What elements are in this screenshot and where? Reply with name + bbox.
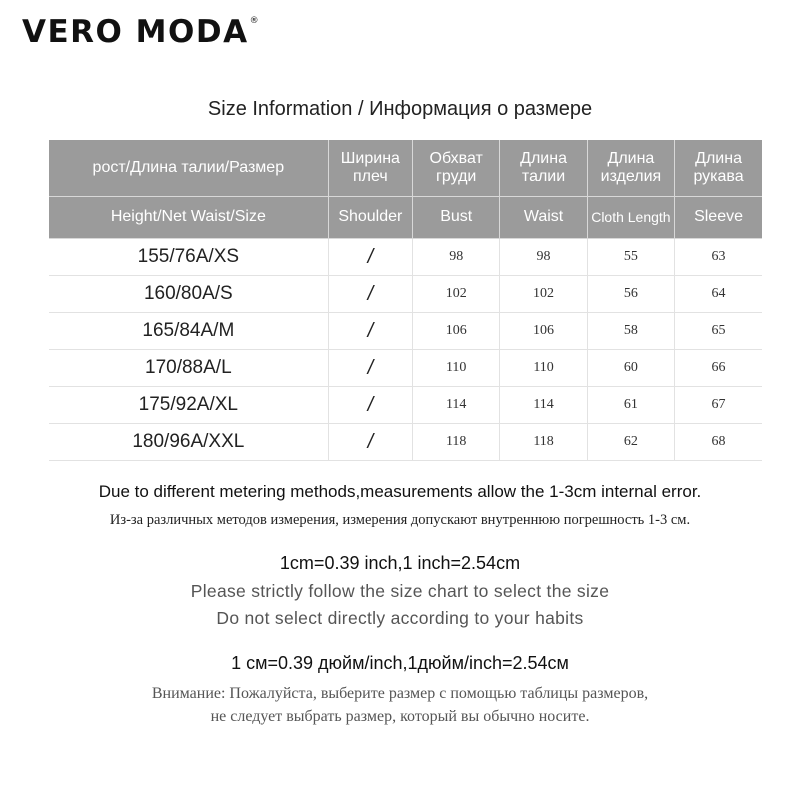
size-cell: 180/96A/XXL — [49, 424, 328, 461]
warning-ru-line2: не следует выбрать размер, который вы обычно носите. — [210, 708, 590, 725]
table-row — [49, 424, 762, 461]
sleeve-cell: 68 — [675, 424, 762, 461]
conversion-ru: 1 см=0.39 дюйм/inch,1дюйм/inch=2.54см — [231, 653, 569, 673]
brand-name: VERO MODA — [22, 14, 249, 50]
header-en-size: Height/Net Waist/Size — [49, 197, 328, 239]
sleeve-cell: 64 — [675, 276, 762, 313]
shoulder-cell: / — [328, 350, 412, 387]
page-title: Size Information / Информация о размере — [207, 98, 593, 120]
length-cell: 55 — [587, 239, 674, 276]
size-cell: 165/84A/M — [49, 313, 328, 350]
shoulder-cell: / — [328, 276, 412, 313]
length-cell: 60 — [587, 350, 674, 387]
waist-cell: 106 — [500, 313, 587, 350]
registered-mark: ® — [249, 16, 261, 26]
size-table — [49, 140, 762, 461]
follow-chart-note: Please strictly follow the size chart to select the size — [190, 581, 610, 601]
length-cell: 58 — [587, 313, 674, 350]
length-cell: 56 — [587, 276, 674, 313]
header-row-ru — [49, 140, 762, 197]
header-en-sleeve: Sleeve — [675, 197, 762, 239]
size-cell: 175/92A/XL — [49, 387, 328, 424]
waist-cell: 110 — [500, 350, 587, 387]
header-row-en — [49, 197, 762, 239]
bust-cell: 118 — [413, 424, 500, 461]
header-ru-shoulder: Ширина плеч — [328, 140, 412, 197]
length-cell: 62 — [587, 424, 674, 461]
length-cell: 61 — [587, 387, 674, 424]
header-en-shoulder: Shoulder — [328, 197, 412, 239]
table-row — [49, 350, 762, 387]
table-row — [49, 313, 762, 350]
shoulder-cell: / — [328, 313, 412, 350]
sleeve-cell: 67 — [675, 387, 762, 424]
header-ru-sleeve: Длина рукава — [675, 140, 762, 197]
error-note-ru: Из-за различных методов измерения, измерения допускают внутреннюю погрешность 1-3 см. — [109, 512, 691, 528]
bust-cell: 114 — [413, 387, 500, 424]
waist-cell: 102 — [500, 276, 587, 313]
header-ru-length: Длина изделия — [587, 140, 674, 197]
size-cell: 160/80A/S — [49, 276, 328, 313]
conversion-en: 1cm=0.39 inch,1 inch=2.54cm — [279, 553, 521, 573]
header-en-bust: Bust — [413, 197, 500, 239]
sleeve-cell: 65 — [675, 313, 762, 350]
shoulder-cell: / — [328, 239, 412, 276]
brand-logo — [22, 14, 259, 50]
header-en-length: Cloth Length — [587, 197, 674, 239]
table-row — [49, 276, 762, 313]
waist-cell: 98 — [500, 239, 587, 276]
size-cell: 170/88A/L — [49, 350, 328, 387]
bust-cell: 106 — [413, 313, 500, 350]
header-ru-waist: Длина талии — [500, 140, 587, 197]
header-ru-bust: Обхват груди — [413, 140, 500, 197]
size-cell: 155/76A/XS — [49, 239, 328, 276]
shoulder-cell: / — [328, 424, 412, 461]
table-row — [49, 239, 762, 276]
header-en-waist: Waist — [500, 197, 587, 239]
no-habits-note: Do not select directly according to your habits — [216, 608, 584, 628]
error-note-en: Due to different metering methods,measurements allow the 1-3cm internal error. — [98, 482, 702, 501]
waist-cell: 118 — [500, 424, 587, 461]
header-ru-size: рост/Длина талии/Размер — [49, 140, 328, 197]
warning-ru-line1: Внимание: Пожалуйста, выберите размер с помощью таблицы размеров, — [151, 685, 649, 702]
waist-cell: 114 — [500, 387, 587, 424]
sleeve-cell: 63 — [675, 239, 762, 276]
bust-cell: 110 — [413, 350, 500, 387]
shoulder-cell: / — [328, 387, 412, 424]
sleeve-cell: 66 — [675, 350, 762, 387]
bust-cell: 102 — [413, 276, 500, 313]
table-row — [49, 387, 762, 424]
bust-cell: 98 — [413, 239, 500, 276]
